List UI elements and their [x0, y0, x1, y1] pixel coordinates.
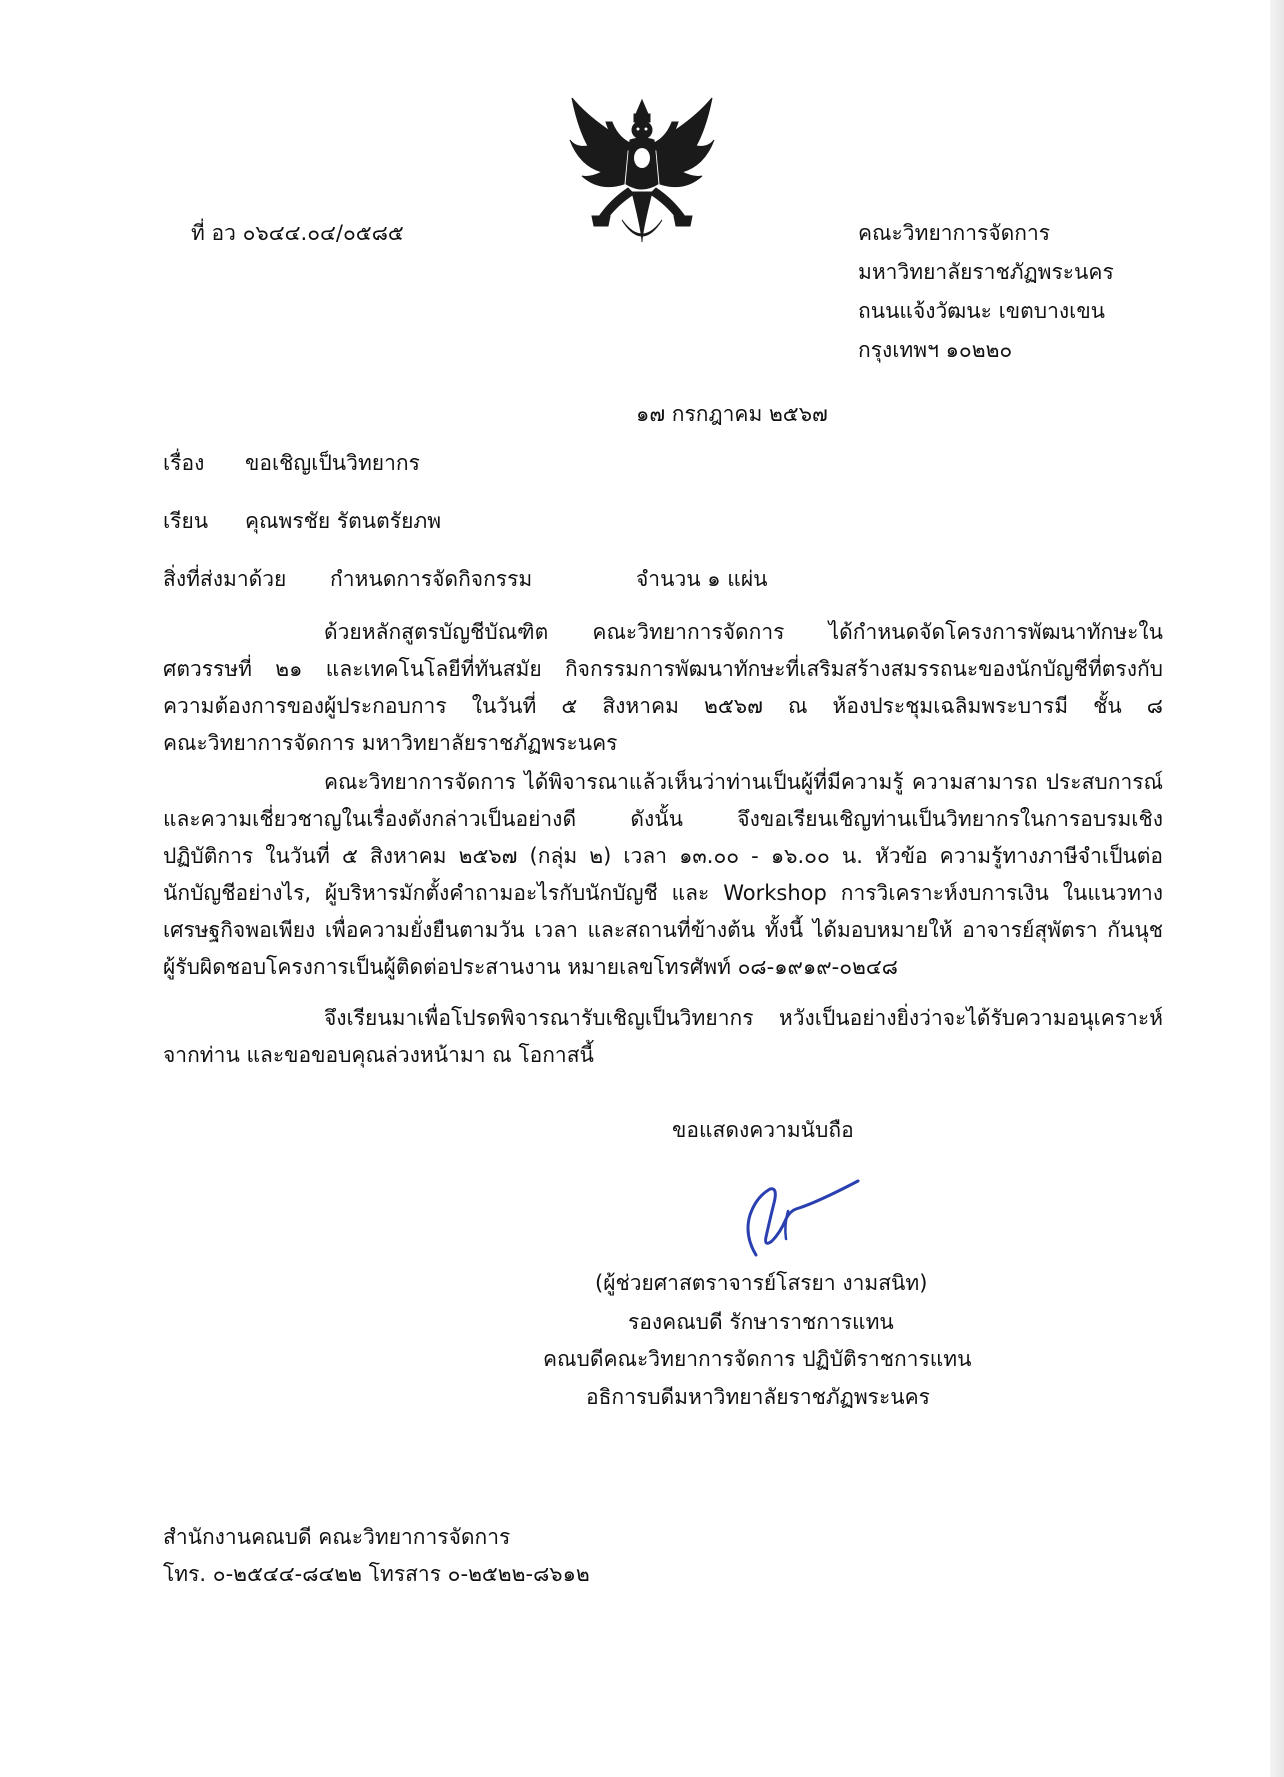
enclosure-count: จำนวน ๑ แผ่น — [636, 567, 768, 591]
paragraph-3-line-1: จึงเรียนมาเพื่อโปรดพิจารณารับเชิญเป็นวิทยากร หวังเป็นอย่างยิ่งว่าจะได้รับความอนุเคราะห์ — [324, 1006, 1163, 1030]
page-edge-shadow — [1270, 0, 1284, 1777]
paragraph-2-line-1: คณะวิทยาการจัดการ ได้พิจารณาแล้วเห็นว่าท่านเป็นผู้ที่มีความรู้ ความสามารถ ประสบการณ์ — [324, 770, 1163, 794]
footer-office: สำนักงานคณบดี คณะวิทยาการจัดการ — [163, 1525, 511, 1549]
letter-date: ๑๗ กรกฎาคม ๒๕๖๗ — [636, 402, 828, 426]
enclosure-label: สิ่งที่ส่งมาด้วย — [163, 567, 287, 591]
paragraph-2 — [163, 764, 1163, 986]
footer-contact: โทร. ๐-๒๕๔๔-๘๔๒๒ โทรสาร ๐-๒๕๒๒-๘๖๑๒ — [163, 1562, 590, 1586]
sender-address-line-1: คณะวิทยาการจัดการ — [858, 221, 1051, 245]
paragraph-1-line-1: ด้วยหลักสูตรบัญชีบัณฑิต คณะวิทยาการจัดการ ได้กำหนดจัดโครงการพัฒนาทักษะใน — [324, 620, 1163, 644]
garuda-emblem-icon — [562, 92, 722, 252]
signatory-title-3: อธิการบดีมหาวิทยาลัยราชภัฏพระนคร — [586, 1385, 930, 1409]
enclosure-text: กำหนดการจัดกิจกรรม — [330, 567, 533, 591]
subject-text: ขอเชิญเป็นวิทยากร — [245, 451, 420, 475]
handwritten-signature-icon — [726, 1175, 866, 1265]
paragraph-3 — [163, 1000, 1163, 1074]
sender-address-line-3: ถนนแจ้งวัฒนะ เขตบางเขน — [858, 299, 1106, 323]
sender-address-line-4: กรุงเทพฯ ๑๐๒๒๐ — [858, 338, 1013, 362]
sender-address-line-2: มหาวิทยาลัยราชภัฏพระนคร — [858, 260, 1114, 284]
recipient-label: เรียน — [163, 509, 209, 533]
subject-label: เรื่อง — [163, 451, 205, 475]
paragraph-1-line-4: คณะวิทยาการจัดการ มหาวิทยาลัยราชภัฏพระนคร — [163, 731, 618, 755]
paragraph-1 — [163, 614, 1163, 762]
paragraph-2-line-6: ผู้รับผิดชอบโครงการเป็นผู้ติดต่อประสานงาน หมายเลขโทรศัพท์ ๐๘-๑๙๑๙-๐๒๔๘ — [163, 955, 898, 979]
paragraph-2-line-2: และความเชี่ยวชาญในเรื่องดังกล่าวเป็นอย่างดี ดังนั้น จึงขอเรียนเชิญท่านเป็นวิทยากรในการอบรมเชิง — [163, 807, 1163, 831]
paragraph-1-line-3: ความต้องการของผู้ประกอบการ ในวันที่ ๕ สิงหาคม ๒๕๖๗ ณ ห้องประชุมเฉลิมพระบารมี ชั้น ๘ — [163, 694, 1163, 718]
paragraph-2-line-4: นักบัญชีอย่างไร, ผู้บริหารมักตั้งคำถามอะไรกับนักบัญชี และ Workshop การวิเคราะห์งบการเงิน ในแนวทาง — [163, 881, 1163, 905]
recipient-name: คุณพรชัย รัตนตรัยภพ — [245, 509, 442, 533]
paragraph-2-line-5: เศรษฐกิจพอเพียง เพื่อความยั่งยืนตามวัน เวลา และสถานที่ข้างต้น ทั้งนี้ ได้มอบหมายให้ อาจารย์สุพัตรา กันนุช — [163, 918, 1163, 942]
closing-salutation: ขอแสดงความนับถือ — [672, 1118, 854, 1142]
paragraph-1-line-2: ศตวรรษที่ ๒๑ และเทคโนโลยีที่ทันสมัย กิจกรรมการพัฒนาทักษะที่เสริมสร้างสมรรถนะของนักบัญชีที่ตรงกับ — [163, 657, 1163, 681]
paragraph-2-line-3: ปฏิบัติการ ในวันที่ ๕ สิงหาคม ๒๕๖๗ (กลุ่ม ๒) เวลา ๑๓.๐๐ - ๑๖.๐๐ น. หัวข้อ ความรู้ทางภาษีจำเป็นต่อ — [163, 844, 1163, 868]
reference-number: ที่ อว ๐๖๔๔.๐๔/๐๕๘๕ — [191, 221, 404, 245]
signatory-title-1: รองคณบดี รักษาราชการแทน — [628, 1310, 894, 1334]
paragraph-3-line-2: จากท่าน และขอขอบคุณล่วงหน้ามา ณ โอกาสนี้ — [163, 1043, 594, 1067]
signatory-name: (ผู้ช่วยศาสตราจารย์โสรยา งามสนิท) — [595, 1271, 928, 1295]
signatory-title-2: คณบดีคณะวิทยาการจัดการ ปฏิบัติราชการแทน — [543, 1347, 972, 1371]
